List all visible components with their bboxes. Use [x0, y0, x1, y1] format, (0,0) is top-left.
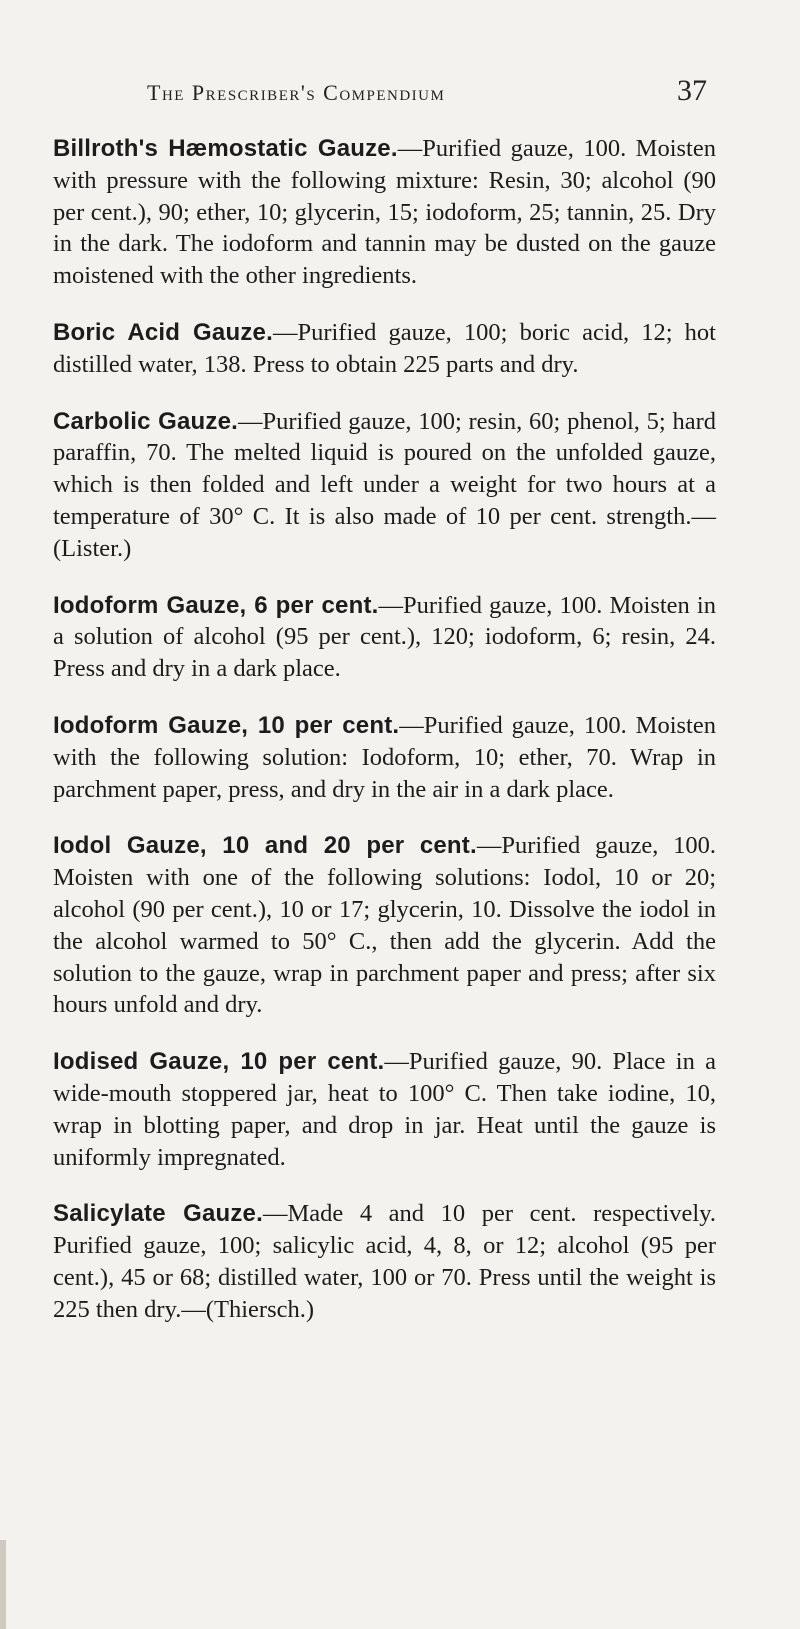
entry-iodol-gauze	[53, 830, 716, 1021]
entry-heading: Iodoform Gauze, 10 per cent.	[53, 711, 400, 739]
entry-carbolic-gauze	[53, 406, 716, 565]
entry-text: —Purified gauze, 100; boric acid, 12; hot distilled water, 138. Press to obtain 225 parts and dry.	[53, 318, 716, 378]
page-body	[53, 133, 716, 1351]
entry-iodised-gauze	[53, 1046, 716, 1173]
entry-text: —Purified gauze, 100. Moisten in a solution of alcohol (95 per cent.), 120; iodoform, 6; resin, 24. Press and dry in a dark place.	[53, 591, 716, 683]
entry-text: —Made 4 and 10 per cent. respectively. Purified gauze, 100; salicylic acid, 4, 8, or 12; alcohol (95 per cent.), 45 or 68; distilled water, 100 or 70. Press until the weight is 225 then dry.—(Thiersch.)	[53, 1200, 716, 1323]
entry-text: —Purified gauze, 100. Moisten with one of the following solutions: Iodol, 10 or 20; alcohol (90 per cent.), 10 or 17; glycerin, 10. Dissolve the iodol in the alcohol warmed to 50° C., then add the glycerin. Add the solution to the gauze, wrap in parchment paper and press; after six hours unfold and dry.	[53, 832, 716, 1019]
running-head	[147, 74, 707, 114]
entry-heading: Salicylate Gauze.	[53, 1200, 263, 1228]
entry-iodoform-gauze-10	[53, 710, 716, 805]
entry-boric-acid-gauze	[53, 317, 716, 381]
entry-heading: Iodol Gauze, 10 and 20 per cent.	[53, 832, 477, 860]
page-number: 37	[677, 74, 707, 107]
entry-salicylate-gauze	[53, 1198, 716, 1325]
entry-text: —Purified gauze, 100; resin, 60; phenol, 5; hard paraffin, 70. The melted liquid is poured on the unfolded gauze, which is then folded and left under a weight for two hours at a temperature of 30° C. It is also made of 10 per cent. strength.—(Lister.)	[53, 407, 716, 562]
entry-heading: Boric Acid Gauze.	[53, 318, 273, 346]
entry-heading: Billroth's Hæmostatic Gauze.	[53, 135, 398, 162]
entry-text: —Purified gauze, 90. Place in a wide-mouth stoppered jar, heat to 100° C. Then take iodine, 10, wrap in blotting paper, and drop in jar. Heat until the gauze is uniformly impregnated.	[53, 1048, 716, 1171]
entry-text: —Purified gauze, 100. Moisten with the following solution: Iodoform, 10; ether, 70. Wrap in parchment paper, press, and dry in the air in a dark place.	[53, 711, 716, 803]
binding-edge-mark	[0, 1540, 6, 1629]
entry-billroths-haemostatic-gauze	[53, 133, 716, 292]
entry-heading: Iodised Gauze, 10 per cent.	[53, 1048, 385, 1076]
running-title: The Prescriber's Compendium	[147, 80, 446, 105]
entry-iodoform-gauze-6	[53, 590, 716, 685]
entry-heading: Carbolic Gauze.	[53, 407, 239, 435]
entry-heading: Iodoform Gauze, 6 per cent.	[53, 591, 379, 619]
entry-text: —Purified gauze, 100. Moisten with pressure with the following mixture: Resin, 30; alcohol (90 per cent.), 90; ether, 10; glycerin, 15; iodoform, 25; tannin, 25. Dry in the dark. The iodoform and tannin may be dusted on the gauze moistened with the other ingredients.	[53, 135, 716, 290]
